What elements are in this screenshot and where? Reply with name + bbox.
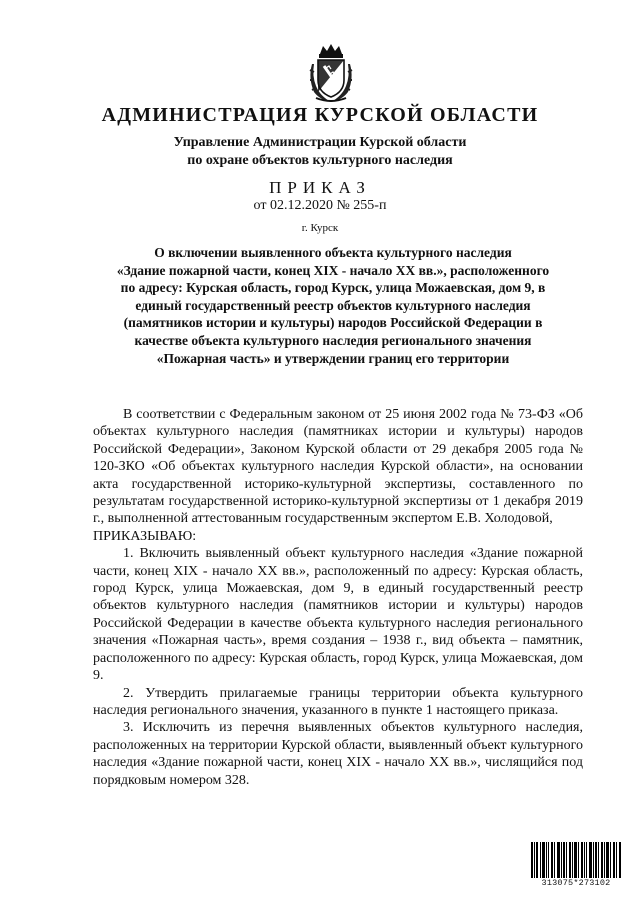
document-body xyxy=(93,406,583,789)
subject-line: (памятников истории и культуры) народов Российской Федерации в xyxy=(123,315,543,331)
department-line-1: Управление Администрации Курской области xyxy=(173,135,467,150)
department-name xyxy=(0,134,640,170)
order-word: ПРИКАЗЫВАЮ: xyxy=(93,528,197,544)
department-line-2: по охране объектов культурного наследия xyxy=(187,153,453,168)
order-item-1: 1. Включить выявленный объект культурного наследия «Здание пожарной части, конец XIX - начало XX вв.», расположенный по адресу: Курская область, город Курск, улица Можаевская, дом 9, в единый государственный реестр объектов культурного наследия (памятников истории и культуры) народов Российской Федерации в качестве объекта культурного наследия регионального значения «Пожарная часть», время создания – 1938 г., вид объекта – памятник, расположенного по адресу: Курская область, город Курск, улица Можаевская, дом 9. xyxy=(93,546,583,684)
subject-line: «Здание пожарной части, конец XIX - начало XX вв.», расположенного xyxy=(116,262,550,278)
organization-title: АДМИНИСТРАЦИЯ КУРСКОЙ ОБЛАСТИ xyxy=(101,104,539,126)
document-barcode xyxy=(531,842,621,890)
coat-of-arms-emblem xyxy=(306,42,356,104)
document-subject xyxy=(88,244,578,367)
document-city: г. Курск xyxy=(301,222,339,234)
subject-line: единый государственный реестр объектов культурного наследия xyxy=(135,297,531,313)
subject-line: О включении выявленного объекта культурного наследия xyxy=(154,245,512,260)
subject-line: качестве объекта культурного наследия регионального значения xyxy=(134,332,532,348)
order-item-2: 2. Утвердить прилагаемые границы территории объекта культурного наследия регионального значения, указанного в пункте 1 настоящего приказа. xyxy=(93,685,583,718)
document-date-number: от 02.12.2020 № 255-п xyxy=(253,198,387,213)
subject-line: «Пожарная часть» и утверждении границ его территории xyxy=(156,350,510,366)
order-item-3: 3. Исключить из перечня выявленных объектов культурного наследия, расположенных на территории Курской области, выявленный объект культурного наследия «Здание пожарной части, конец XIX - начало XX вв.», числящийся под порядковым номером 328. xyxy=(93,720,583,788)
document-type: ПРИКАЗ xyxy=(269,178,371,197)
preamble-paragraph: В соответствии с Федеральным законом от 25 июня 2002 года № 73-ФЗ «Об объектах культурного наследия (памятниках истории и культуры) народов Российской Федерации», Законом Курской области от 29 декабря 2005 года № 120-ЗКО «Об объектах культурного наследия Курской области», на основании акта государственной историко-культурной экспертизы, составленного по результатам государственной историко-культурной экспертизы от 1 декабря 2019 г., выполненной аттестованным государственным экспертом Е.В. Холодовой, xyxy=(93,407,583,527)
subject-line: по адресу: Курская область, город Курск, улица Можаевская, дом 9, в xyxy=(120,280,546,296)
barcode-bars xyxy=(531,842,621,878)
barcode-number: 313075*273102 xyxy=(541,878,611,888)
